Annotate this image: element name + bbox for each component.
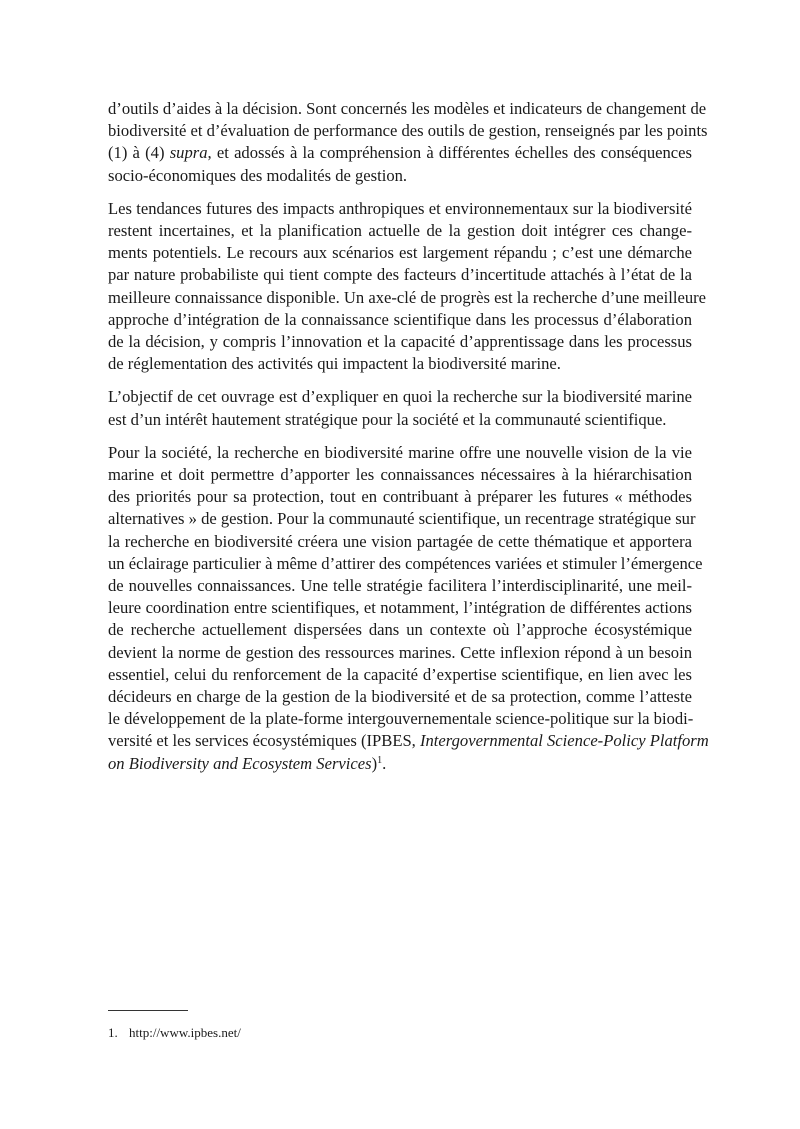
text-segment: ) [371, 753, 378, 773]
text-line [108, 98, 707, 120]
text-line [108, 409, 692, 431]
footnote-number: 1. [108, 1025, 118, 1040]
text-segment: alternatives » de gestion. Pour la communauté scientifique, un recentrage stratégique sur [108, 509, 696, 529]
text-line [108, 242, 692, 264]
text-line [108, 619, 692, 641]
text-segment: de recherche actuellement dispersées dans un contexte où l’approche écosystémique [108, 620, 692, 640]
text-segment: des priorités pour sa protection, tout en contribuant à préparer les futures « méthodes [108, 487, 692, 507]
text-line [108, 553, 703, 575]
text-segment: essentiel, celui du renforcement de la capacité d’expertise scientifique, en lien avec les [108, 664, 692, 684]
text-segment: est d’un intérêt hautement stratégique pour la société et la communauté scientifique. [108, 409, 667, 429]
text-line [108, 386, 692, 408]
text-line [108, 331, 692, 353]
text-segment: de réglementation des activités qui impactent la biodiversité marine. [108, 354, 561, 374]
text-line [108, 220, 692, 242]
text-line [108, 142, 692, 164]
text-segment: L’objectif de cet ouvrage est d’expliquer en quoi la recherche sur la biodiversité marine [108, 387, 692, 407]
text-segment: de nouvelles connaissances. Une telle stratégie facilitera l’interdisciplinarité, une meil- [108, 576, 692, 596]
italic-text: on Biodiversity and Ecosystem Services [108, 753, 372, 773]
text-line [108, 264, 692, 286]
text-segment: Pour la société, la recherche en biodiversité marine offre une nouvelle vision de la vie [108, 442, 692, 462]
text-segment: meilleure connaissance disponible. Un axe-clé de progrès est la recherche d’une meilleure [108, 287, 707, 307]
text-segment: décideurs en charge de la gestion de la biodiversité et de sa protection, comme l’atteste [108, 687, 692, 707]
text-segment: , et adossés à la compréhension à différentes échelles des conséquences [207, 143, 692, 163]
text-segment: restent incertaines, et la planification actuelle de la gestion doit intégrer ces change- [108, 221, 692, 241]
text-line [108, 642, 692, 664]
paragraph [108, 98, 708, 187]
paragraph [108, 386, 692, 430]
text-line [108, 575, 692, 597]
footnote-link[interactable]: http://www.ipbes.net/ [129, 1025, 241, 1040]
paragraph [108, 442, 709, 775]
footnote-reference[interactable]: 1 [377, 754, 383, 766]
body-text [108, 98, 709, 786]
text-line [108, 309, 692, 331]
text-segment: un éclairage particulier à même d’attirer des compétences variées et stimuler l’émergence [108, 553, 703, 573]
text-segment: de la décision, y compris l’innovation et la capacité d’apprentissage dans les processus [108, 332, 692, 352]
text-line [108, 464, 692, 486]
text-line [108, 508, 696, 530]
text-line [108, 597, 692, 619]
text-line [108, 753, 692, 775]
text-segment: ments potentiels. Le recours aux scénarios est largement répandu ; c’est une démarche [108, 243, 692, 263]
text-segment: la recherche en biodiversité créera une vision partagée de cette thématique et apportera [108, 531, 692, 551]
text-line [108, 686, 692, 708]
italic-text: Intergovernmental Science-Policy Platform [419, 731, 709, 751]
text-segment: marine et doit permettre d’apporter les connaissances nécessaires à la hiérarchisation [108, 465, 692, 485]
text-line [108, 353, 692, 375]
text-segment: . [382, 753, 387, 773]
text-line [108, 442, 692, 464]
text-line [108, 287, 707, 309]
footnote-separator [108, 1010, 188, 1011]
text-line [108, 730, 709, 752]
text-line [108, 531, 692, 553]
text-line [108, 708, 692, 730]
text-segment: le développement de la plate-forme intergouvernementale science-politique sur la biodi- [108, 709, 694, 729]
text-segment: d’outils d’aides à la décision. Sont concernés les modèles et indicateurs de changement de [108, 99, 707, 118]
text-segment: approche d’intégration de la connaissance scientifique dans les processus d’élaboration [108, 309, 692, 329]
text-line [108, 664, 692, 686]
italic-text: supra [169, 143, 208, 163]
paragraph [108, 198, 707, 376]
text-line [108, 165, 692, 187]
text-segment: par nature probabiliste qui tient compte des facteurs d’incertitude attachés à l’état de la [108, 265, 692, 285]
footnote [108, 1025, 241, 1041]
text-segment: devient la norme de gestion des ressources marines. Cette inflexion répond à un besoin [108, 642, 692, 662]
text-segment: Les tendances futures des impacts anthropiques et environnementaux sur la biodiversité [108, 198, 692, 218]
text-segment: (1) à (4) [108, 143, 170, 163]
text-line [108, 120, 708, 142]
text-line [108, 198, 692, 220]
text-segment: biodiversité et d’évaluation de performance des outils de gestion, renseignés par les points [108, 121, 708, 141]
text-segment: versité et les services écosystémiques (IPBES, [108, 731, 420, 751]
text-segment: socio-économiques des modalités de gestion. [108, 165, 408, 185]
text-segment: leure coordination entre scientifiques, et notamment, l’intégration de différentes actions [108, 598, 692, 618]
text-line [108, 486, 692, 508]
